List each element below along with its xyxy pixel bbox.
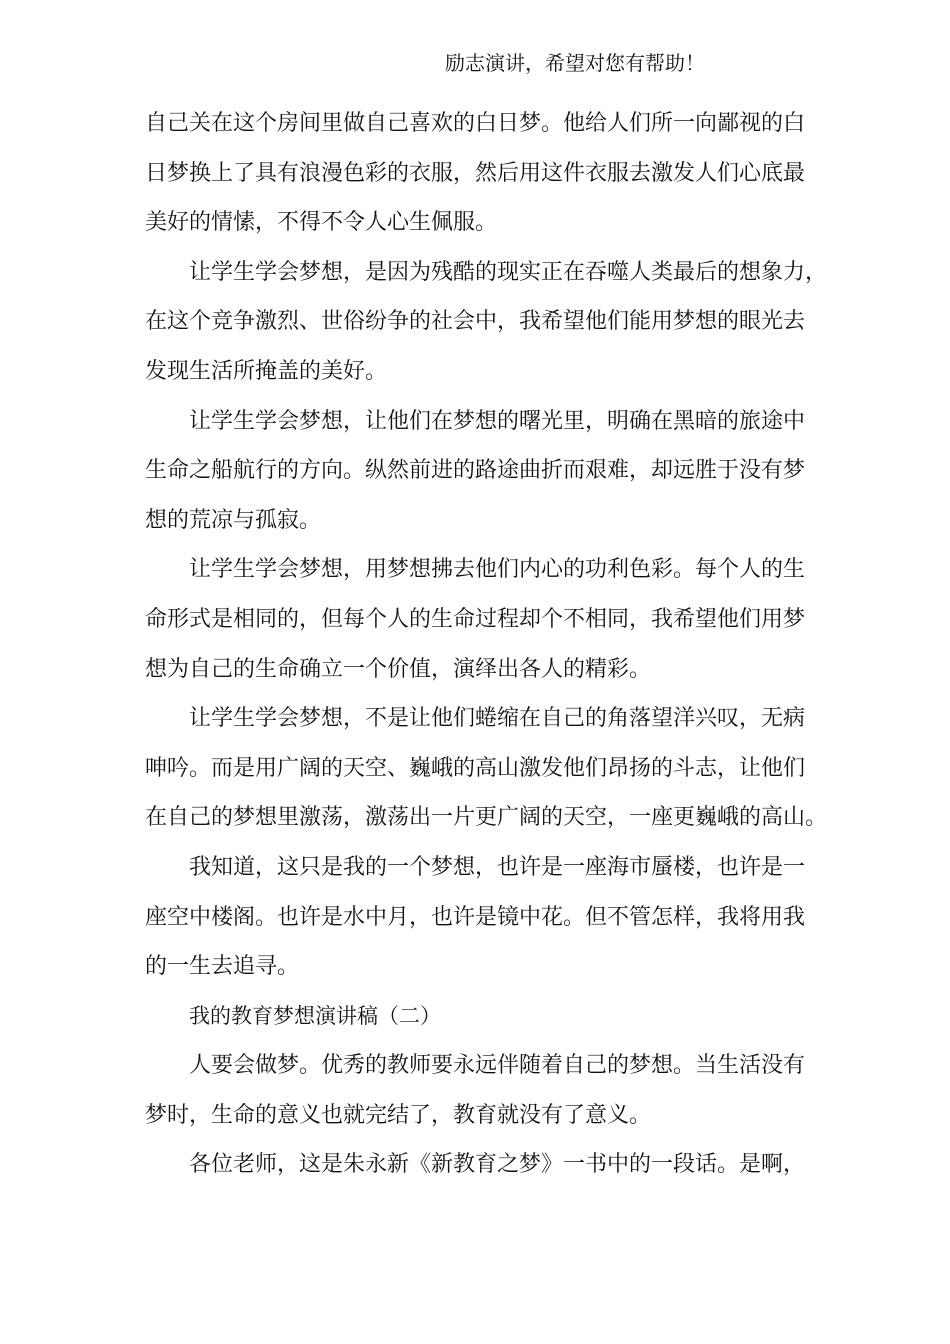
paragraph-start-line: 各位老师，这是朱永新《新教育之梦》一书中的一段话。是啊， <box>189 1152 806 1178</box>
paragraph-start-line: 让学生学会梦想，让他们在梦想的曙光里，明确在黑暗的旅途中 <box>189 408 806 434</box>
paragraph-start-line: 让学生学会梦想，用梦想拂去他们内心的功利色彩。每个人的生 <box>189 557 806 583</box>
document-body <box>145 99 828 1190</box>
text-line: 命形式是相同的，但每个人的生命过程却个不相同，我希望他们用梦 <box>145 606 806 632</box>
text-line: 在这个竞争激烈、世俗纷争的社会中，我希望他们能用梦想的眼光去 <box>145 309 806 335</box>
paragraph-start-line: 人要会做梦。优秀的教师要永远伴随着自己的梦想。当生活没有 <box>189 1053 806 1079</box>
text-line: 座空中楼阁。也许是水中月，也许是镜中花。但不管怎样，我将用我 <box>145 904 806 930</box>
section-heading: 我的教育梦想演讲稿（二） <box>189 1003 441 1028</box>
text-line: 呻吟。而是用广阔的天空、巍峨的高山激发他们昂扬的斗志，让他们 <box>145 755 806 781</box>
text-line: 在自己的梦想里激荡，激荡出一片更广阔的天空，一座更巍峨的高山。 <box>145 805 828 831</box>
text-line: 发现生活所掩盖的美好。 <box>145 358 388 384</box>
text-line: 美好的情愫，不得不令人心生佩服。 <box>145 210 498 236</box>
paragraph-start-line: 让学生学会梦想，不是让他们蜷缩在自己的角落望洋兴叹，无病 <box>189 706 806 732</box>
text-line: 的一生去追寻。 <box>145 954 300 980</box>
paragraph-start-line: 我知道，这只是我的一个梦想，也许是一座海市蜃楼，也许是一 <box>189 854 806 880</box>
text-line: 梦时，生命的意义也就完结了，教育就没有了意义。 <box>145 1102 652 1128</box>
text-line: 想的荒凉与孤寂。 <box>145 507 322 533</box>
text-line: 想为自己的生命确立一个价值，演绎出各人的精彩。 <box>145 656 652 682</box>
paragraph-start-line: 让学生学会梦想，是因为残酷的现实正在吞噬人类最后的想象力， <box>189 259 828 285</box>
text-line: 日梦换上了具有浪漫色彩的衣服，然后用这件衣服去激发人们心底最 <box>145 160 806 186</box>
page-header: 励志演讲，希望对您有帮助！ <box>445 51 705 75</box>
text-line: 自己关在这个房间里做自己喜欢的白日梦。他给人们所一向鄙视的白 <box>145 111 806 136</box>
text-line: 生命之船航行的方向。纵然前进的路途曲折而艰难，却远胜于没有梦 <box>145 458 806 484</box>
